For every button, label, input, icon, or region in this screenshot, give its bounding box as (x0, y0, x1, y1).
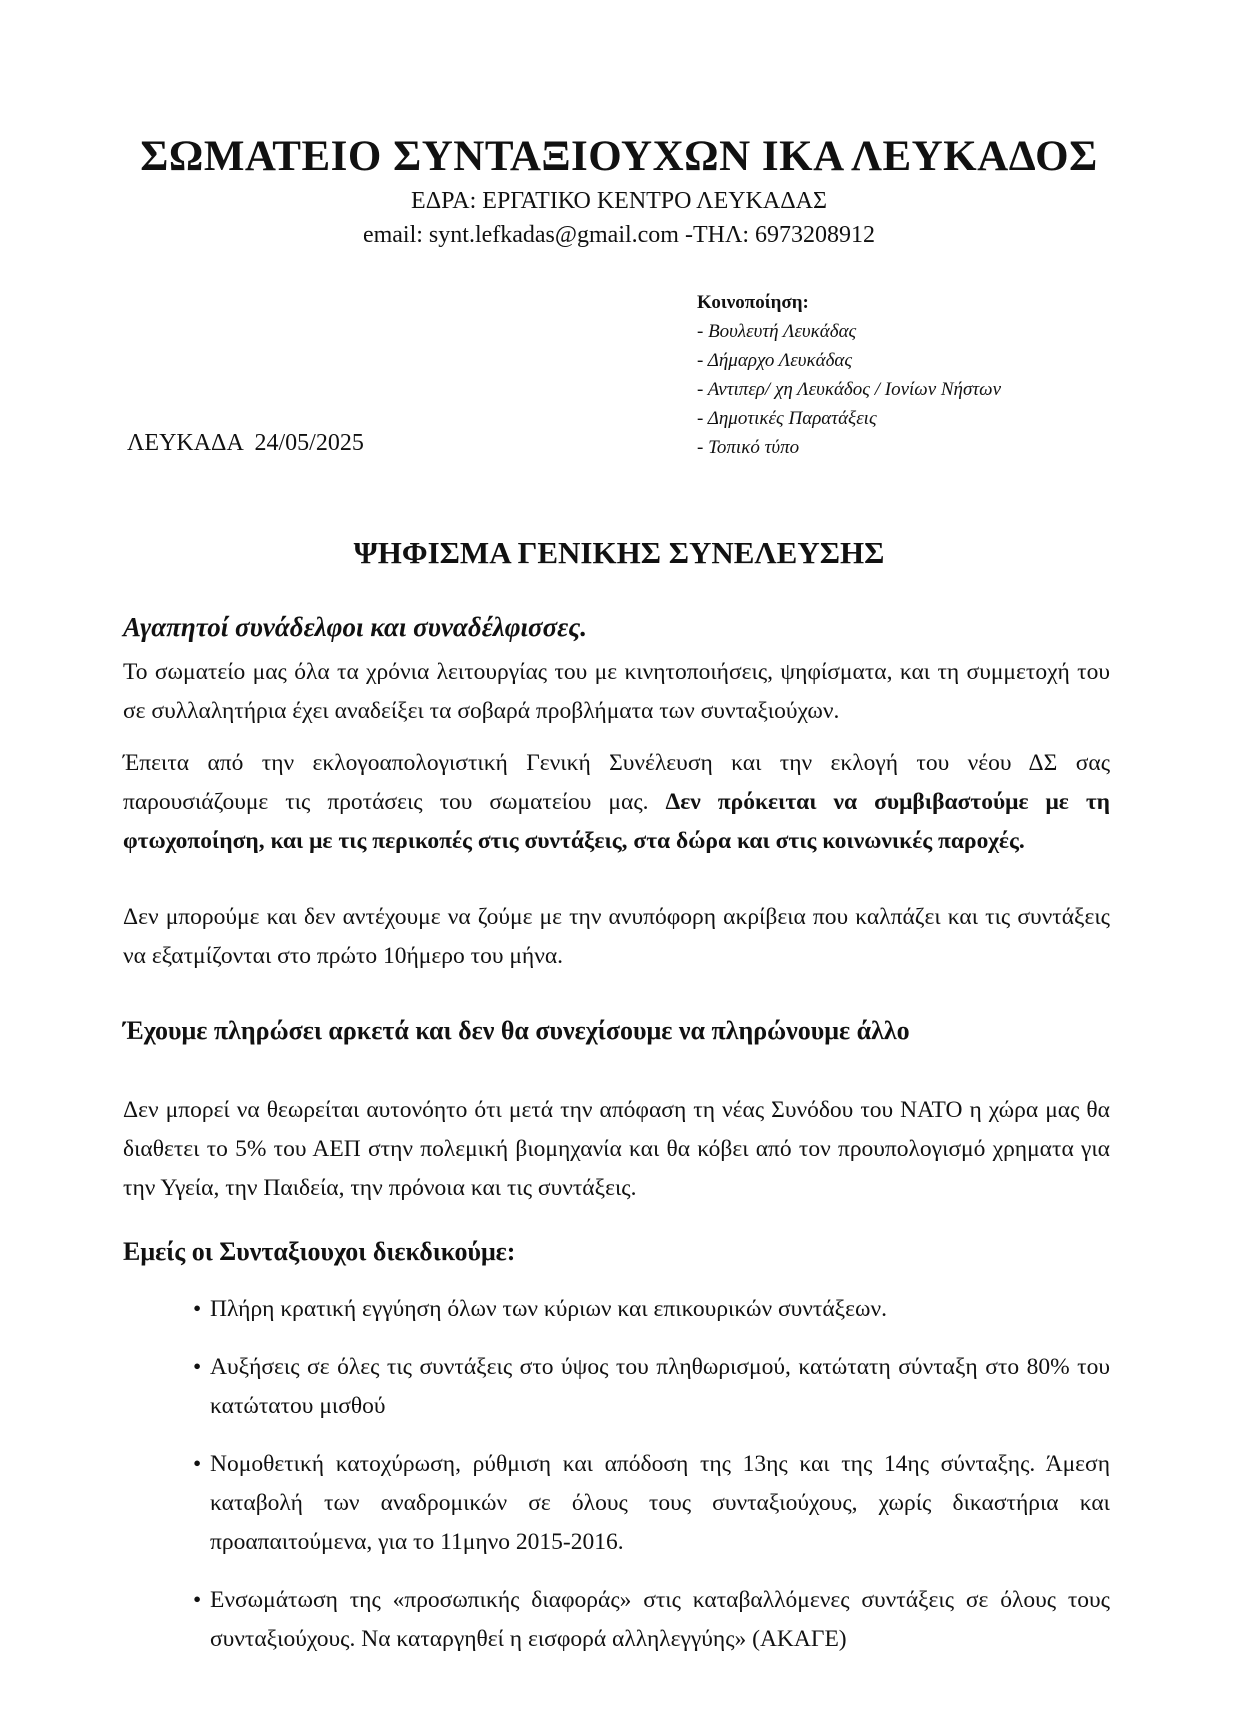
notification-item: - Τοπικό τύπο (697, 437, 800, 458)
heading-paid-enough: Έχουμε πληρώσει αρκετά και δεν θα συνεχίσουμε να πληρώνουμε άλλο (123, 1016, 910, 1045)
list-item: • Αυξήσεις σε όλες τις συντάξεις στο ύψος του πληθωρισμού, κατώτατη σύνταξη στο 80% του κατώτατου μισθού (193, 1348, 1110, 1426)
paragraph-1: Το σωματείο μας όλα τα χρόνια λειτουργίας του με κινητοποιήσεις, ψηφίσματα, και τη συμμετοχή του σε συλλαλητήρια έχει αναδείξει τα σοβαρά προβλήματα των συνταξιούχων. (123, 659, 1110, 724)
list-item: • Ενσωμάτωση της «προσωπικής διαφοράς» στις καταβαλλόμενες συντάξεις σε όλους τους συνταξιούχους. Να καταργηθεί η εισφορά αλληλεγγύης» (ΑΚΑΓΕ) (193, 1581, 1110, 1659)
notification-title: Κοινοποίηση: (697, 292, 809, 313)
greeting: Αγαπητοί συνάδελφοι και συναδέλφισσες. (123, 612, 588, 642)
notification-item: - Βουλευτή Λευκάδας (697, 321, 857, 342)
paragraph-3: Δεν μπορούμε και δεν αντέχουμε να ζούμε με την ανυπόφορη ακρίβεια που καλπάζει και τις συντάξεις να εξατμίζονται στο πρώτο 10ήμερο του μήνα. (123, 904, 1110, 969)
paragraph-2-text: Έπειτα από την εκλογοαπολογιστική Γενική Συνέλευση και την εκλογή του νέου ΔΣ σας παρουσιάζουμε τις προτάσεις του σωματείου μας. (123, 750, 1110, 815)
demands-list (193, 1290, 1110, 1678)
paragraph-2 (123, 744, 1110, 861)
notification-block (697, 288, 1001, 462)
heading-demands: Εμείς οι Συνταξιουχοι διεκδικούμε: (123, 1237, 516, 1266)
union-contact: email: synt.lefkadas@gmail.com -ΤΗΛ: 6973208912 (362, 222, 876, 248)
list-item: • Νομοθετική κατοχύρωση, ρύθμιση και απόδοση της 13ης και της 14ης σύνταξης. Άμεση καταβολή των αναδρομικών σε όλους τους συνταξιούχους, χωρίς δικαστήρια και προαπαιτούμενα, για το 11μηνο 2015-2016. (193, 1445, 1110, 1562)
notification-item: - Αντιπερ/ χη Λευκάδος / Ιονίων Νήστων (697, 379, 1001, 400)
paragraph-4: Δεν μπορεί να θεωρείται αυτονόητο ότι μετά την απόφαση τη νέας Συνόδου του ΝΑΤΟ η χώρα μας θα διαθετει το 5% του ΑΕΠ στην πολεμική βιομηχανία και θα κόβει από τον προυπολογισμό χρηματα για την Υγεία, την Παιδεία, την πρόνοια και τις συντάξεις. (123, 1097, 1110, 1201)
place-date: ΛΕΥΚΑΔΑ 24/05/2025 (127, 430, 364, 456)
notification-item: - Δημοτικές Παρατάξεις (697, 408, 877, 429)
resolution-title: ΨΗΦΙΣΜΑ ΓΕΝΙΚΗΣ ΣΥΝΕΛΕΥΣΗΣ (353, 535, 885, 570)
union-name-title: ΣΩΜΑΤΕΙΟ ΣΥΝΤΑΞΙΟΥΧΩΝ ΙΚΑ ΛΕΥΚΑΔΟΣ (140, 133, 1098, 180)
union-seat: ΕΔΡΑ: ΕΡΓΑΤΙΚΟ ΚΕΝΤΡΟ ΛΕΥΚΑΔΑΣ (411, 188, 827, 214)
list-item: • Πλήρη κρατική εγγύηση όλων των κύριων και επικουρικών συντάξεων. (193, 1290, 1110, 1329)
paragraph-2-bold: Δεν πρόκειται να συμβιβαστούμε με τη φτωχοποίηση, και με τις περικοπές στις συντάξεις, στα δώρα και στις κοινωνικές παροχές. (123, 789, 1111, 854)
notification-item: - Δήμαρχο Λευκάδας (697, 350, 853, 371)
